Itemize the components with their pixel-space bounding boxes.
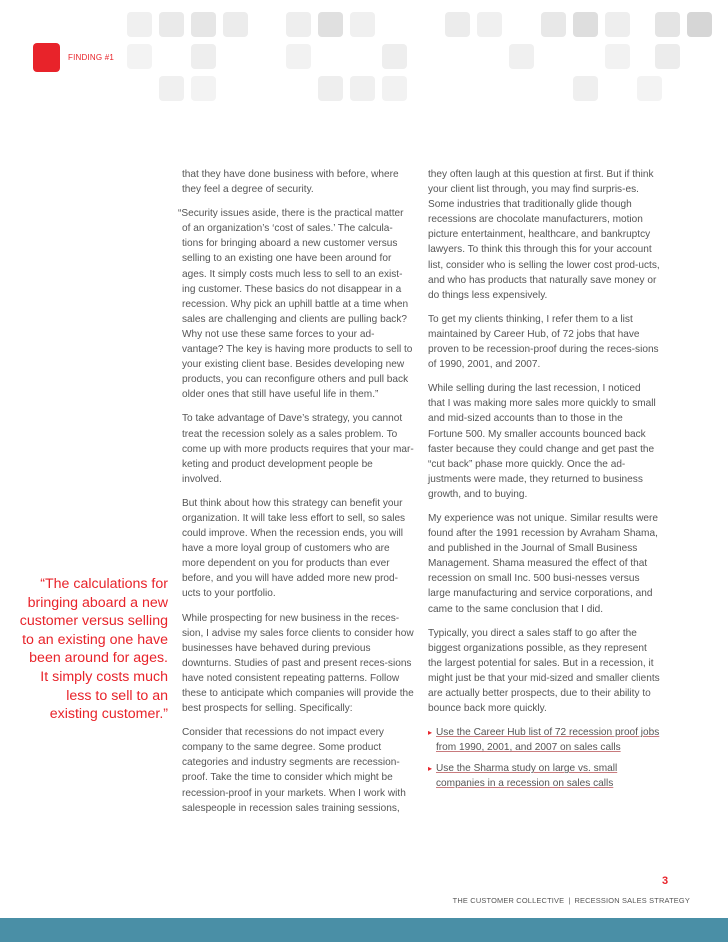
decorative-tile bbox=[687, 12, 712, 37]
decorative-tile bbox=[127, 12, 152, 37]
paragraph: “Security issues aside, there is the practical matter of an organization’s ‘cost of sales.’ The calcula-tions for bringing aboard a new customer versus selling to an existing one have been around for ages. It simply costs much less to sell to an exist-ing customer. These basics do not disappear in a recession. Why pick an uphill battle at a time when sales are challenging and clients are pulling back? Why not use these same forces to your ad-vantage? The key is having more products to sell to your existing client base. Besides developing new products, you can reconfigure others and pull back older ones that still have useful life in them.” bbox=[178, 208, 413, 401]
decorative-tile bbox=[318, 12, 343, 37]
body-column-middle bbox=[178, 167, 414, 825]
finding-marker-tile bbox=[33, 43, 60, 72]
decorative-tile bbox=[318, 76, 343, 101]
sharma-study-link[interactable] bbox=[428, 761, 660, 791]
footer-title bbox=[453, 896, 690, 905]
decorative-tile bbox=[573, 12, 598, 37]
triangle-right-icon: ▸ bbox=[428, 764, 433, 774]
decorative-tile bbox=[605, 12, 630, 37]
decorative-tile bbox=[159, 76, 184, 101]
footer-separator: | bbox=[568, 896, 571, 905]
decorative-tile bbox=[382, 44, 407, 69]
decorative-tile bbox=[223, 12, 248, 37]
decorative-tile bbox=[573, 76, 598, 101]
paragraph: But think about how this strategy can benefit your organization. It will take less effort to sell, so sales could improve. When the recession ends, you will have a more loyal group of customers who are more dependent on you for products than ever before, and you will have added more new prod-ucts to your portfolio. bbox=[182, 497, 406, 600]
paragraph: While prospecting for new business in the reces-sion, I advise my sales force clients to consider how businesses have behaved during previous downturns. Studies of past and present reces-sions have noted consistent repeating patterns. Follow these to anticipate which companies will provide the best prospects for selling. Specifically: bbox=[182, 612, 414, 715]
paragraph: My experience was not unique. Similar results were found after the 1991 recession by Avraham Shama, and published in the Journal of Small Business Management. Shama measured the effect of that recession on small Inc. 500 busi-nesses versus large manufacturing and service corporations, and came to the same conclusion that I did. bbox=[428, 512, 659, 615]
decorative-tile bbox=[159, 12, 184, 37]
decorative-tile bbox=[637, 76, 662, 101]
decorative-tile bbox=[509, 44, 534, 69]
decorative-tile bbox=[655, 44, 680, 69]
decorative-tile bbox=[477, 12, 502, 37]
decorative-tile bbox=[191, 12, 216, 37]
decorative-tile bbox=[286, 44, 311, 69]
link-text: Use the Career Hub list of 72 recession proof jobs from 1990, 2001, and 2007 on sales calls bbox=[436, 727, 660, 754]
decorative-tile bbox=[350, 76, 375, 101]
finding-label: FINDING #1 bbox=[68, 53, 115, 62]
footer-band bbox=[0, 918, 728, 942]
paragraph: Typically, you direct a sales staff to go after the biggest organizations possible, as they represent the largest potential for sales. But in a recession, it might just be that your mid-sized and smaller clients are actually better prospects, due to their ability to bounce back more quickly. bbox=[428, 627, 660, 715]
triangle-right-icon: ▸ bbox=[428, 728, 433, 738]
paragraph: To get my clients thinking, I refer them to a list maintained by Career Hub, of 72 jobs that have proven to be recession-proof during the reces-sions of 1990, 2001, and 2007. bbox=[428, 313, 659, 371]
paragraph: Consider that recessions do not impact every company to the same degree. Some product categories and industry segments are recession-proof. Take the time to consider which might be recession-proof in your markets. When I work with salespeople in recession sales training sessions, bbox=[182, 727, 406, 814]
decorative-tile bbox=[350, 12, 375, 37]
decorative-tile bbox=[191, 76, 216, 101]
decorative-tile bbox=[191, 44, 216, 69]
footer-report-title: RECESSION SALES STRATEGY bbox=[574, 896, 690, 905]
decorative-tile bbox=[541, 12, 566, 37]
decorative-tile bbox=[605, 44, 630, 69]
body-column-right bbox=[428, 167, 660, 798]
paragraph: To take advantage of Dave’s strategy, you cannot treat the recession solely as a sales problem. To come up with more products requires that your mar-keting and product development people be involved. bbox=[182, 413, 414, 485]
paragraph: that they have done business with before, where they feel a degree of security. bbox=[182, 169, 399, 196]
paragraph: While selling during the last recession, I noticed that I was making more sales more quickly to small and mid-sized accounts than to those in the Fortune 500. My smaller accounts bounced back faster because they could change and get past the “cut back” phase more quickly. Once the ad-justments were made, they returned to business growth, and to buying. bbox=[428, 383, 656, 500]
link-text: Use the Sharma study on large vs. small companies in a recession on sales calls bbox=[436, 763, 618, 790]
decorative-tile bbox=[445, 12, 470, 37]
footer-publisher: THE CUSTOMER COLLECTIVE bbox=[452, 896, 565, 905]
career-hub-link[interactable] bbox=[428, 725, 660, 755]
paragraph: they often laugh at this question at first. But if think your client list through, you may find surpris-es. Some industries that traditionally glide though recessions are chocolate manufacturers, motion picture entertainment, healthcare, and bankruptcy lawyers. To think this through this for your account list, consider who is selling the lower cost prod-ucts, and who has products that naturally save money or do things less expensively. bbox=[428, 169, 660, 301]
pull-quote: “The calculations for bringing aboard a new customer versus selling to an existing one have been around for ages. It simply costs much less to sell to an existing customer.” bbox=[19, 576, 168, 723]
decorative-tile bbox=[286, 12, 311, 37]
decorative-tile bbox=[127, 44, 152, 69]
page-number: 3 bbox=[662, 875, 669, 887]
decorative-tile bbox=[655, 12, 680, 37]
decorative-tile bbox=[382, 76, 407, 101]
